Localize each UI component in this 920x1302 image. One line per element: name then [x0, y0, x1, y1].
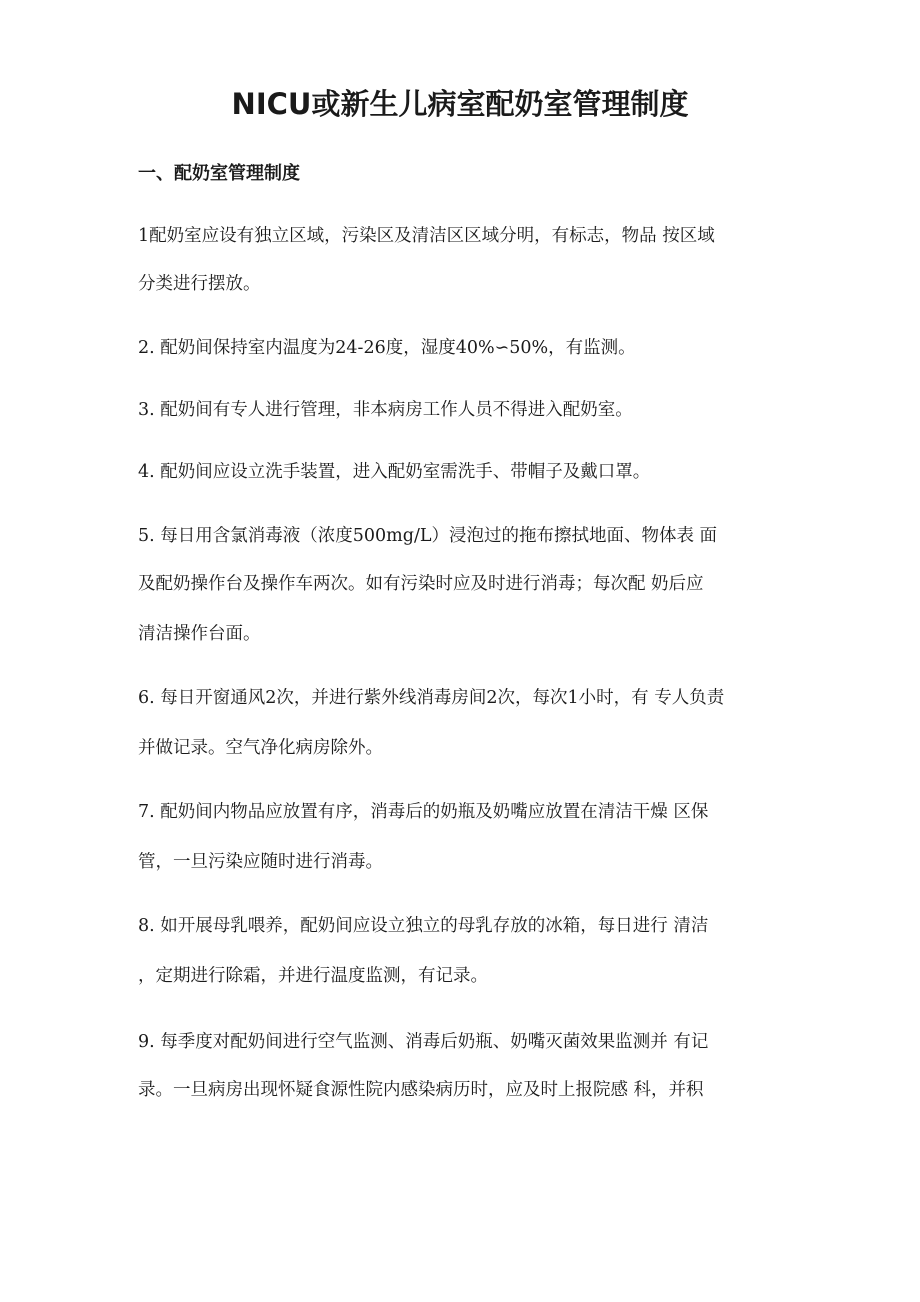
paragraph-line: 管，一旦污染应随时进行消毒。: [138, 852, 383, 872]
paragraph-line: 1配奶室应设有独立区域，污染区及清洁区区域分明，有标志，物品 按区域: [138, 226, 715, 246]
paragraph-line: 4. 配奶间应设立洗手装置，进入配奶室需洗手、带帽子及戴口罩。: [138, 462, 651, 482]
paragraph-line: 分类进行摆放。: [138, 274, 261, 294]
paragraph-line: 录。一旦病房出现怀疑食源性院内感染病历时，应及时上报院感 科，并积: [138, 1080, 704, 1100]
paragraph-line: ，定期进行除霜，并进行温度监测，有记录。: [138, 966, 488, 986]
document-title: NICU或新生儿病室配奶室管理制度: [231, 87, 689, 121]
paragraph-line: 及配奶操作台及操作车两次。如有污染时应及时进行消毒；每次配 奶后应: [138, 574, 704, 594]
paragraph-line: 并做记录。空气净化病房除外。: [138, 738, 383, 758]
paragraph-line: 9. 每季度对配奶间进行空气监测、消毒后奶瓶、奶嘴灭菌效果监测并 有记: [138, 1032, 709, 1052]
paragraph-line: 清洁操作台面。: [138, 624, 261, 644]
paragraph-line: 5. 每日用含氯消毒液（浓度500mg/L）浸泡过的拖布擦拭地面、物体表 面: [138, 526, 718, 546]
paragraph-line: 6. 每日开窗通风2次，并进行紫外线消毒房间2次，每次1小时，有 专人负责: [138, 688, 725, 708]
paragraph-line: 8. 如开展母乳喂养，配奶间应设立独立的母乳存放的冰箱，每日进行 清洁: [138, 916, 709, 936]
paragraph-line: 3. 配奶间有专人进行管理，非本病房工作人员不得进入配奶室。: [138, 400, 633, 420]
paragraph-line: 2. 配奶间保持室内温度为24-26度，湿度40%∽50%，有监测。: [138, 338, 636, 358]
section-heading: 一、配奶室管理制度: [138, 163, 300, 184]
paragraph-line: 7. 配奶间内物品应放置有序，消毒后的奶瓶及奶嘴应放置在清洁干燥 区保: [138, 802, 709, 822]
